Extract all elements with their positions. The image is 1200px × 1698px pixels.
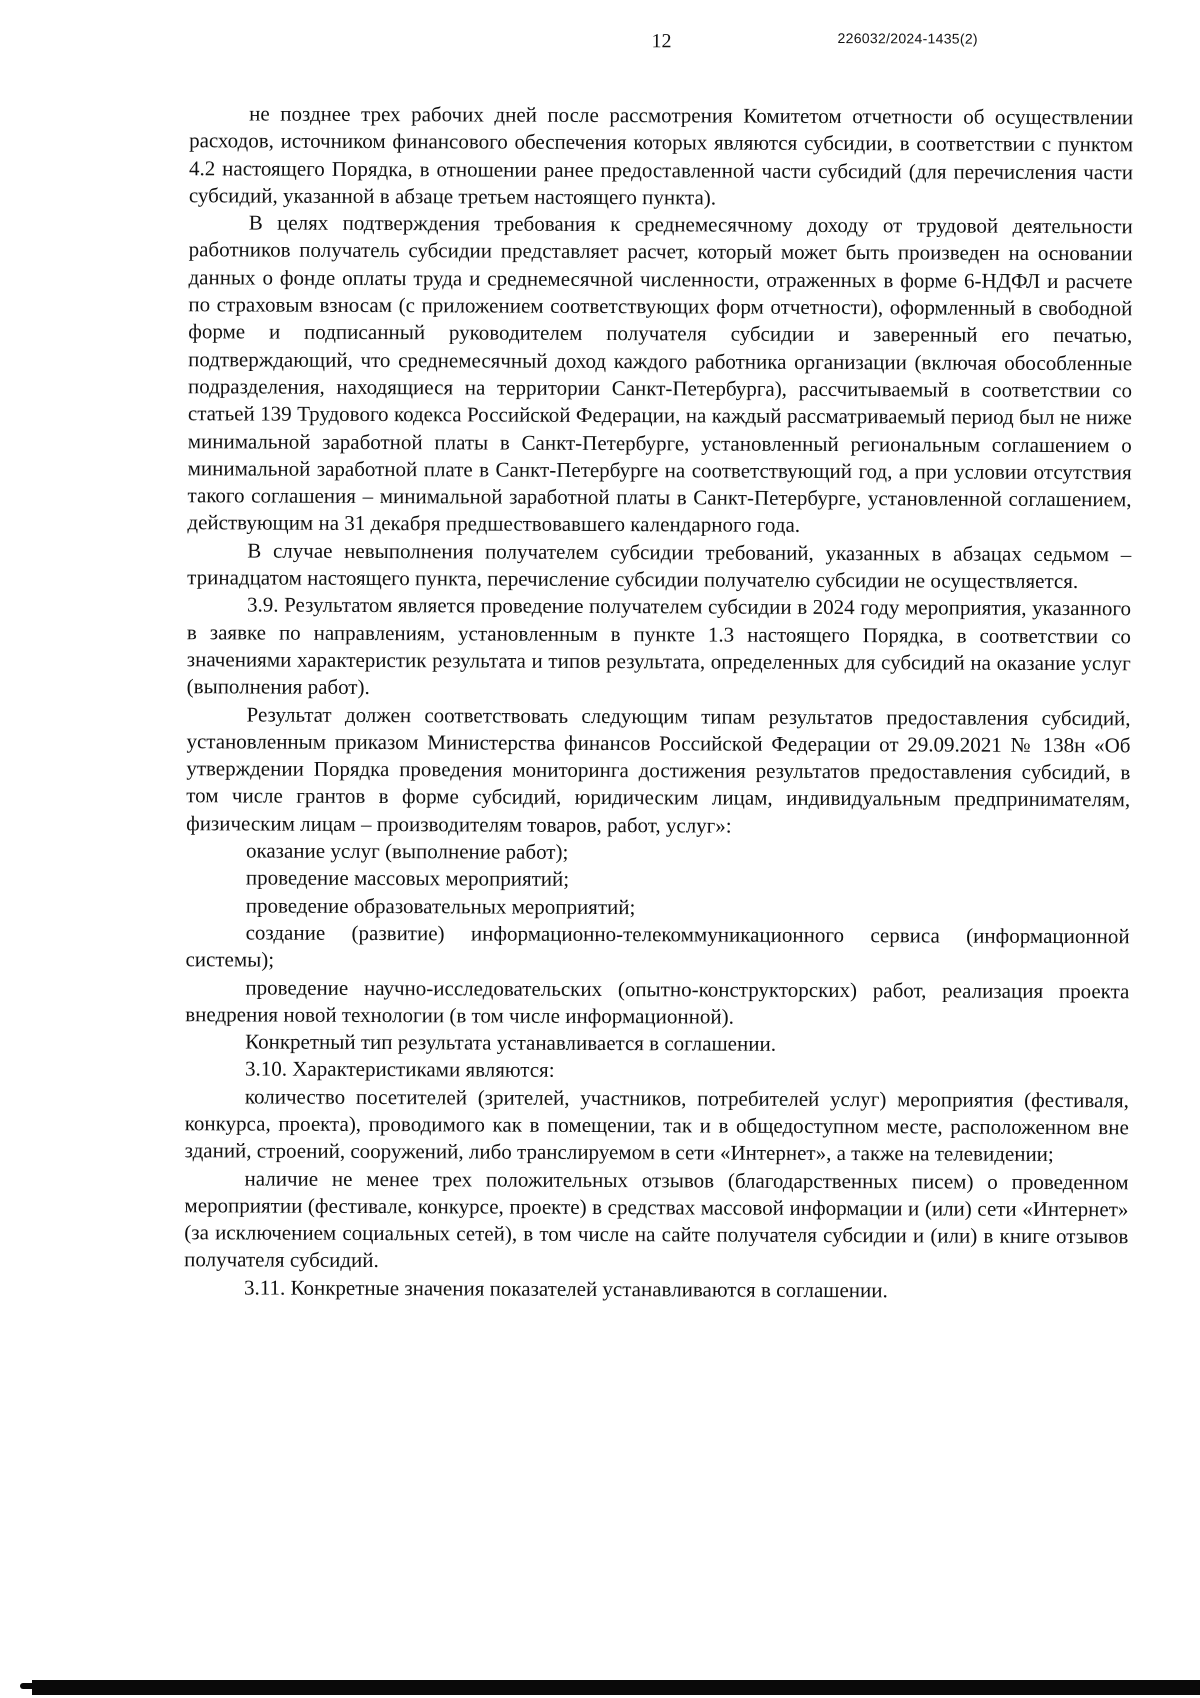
paragraph: 3.9. Результатом является проведение получателем субсидии в 2024 году мероприятия, указанного в заявке по направлениям, установленным в пункте 1.3 настоящего Порядка, в соответствии со значениями характеристик результата и типов результата, определенных для субсидий на оказание услуг (выполнения работ). bbox=[186, 592, 1132, 700]
page-number: 12 bbox=[651, 30, 672, 53]
paragraph: В случае невыполнения получателем субсидии требований, указанных в абзацах седьмом – тринадцатом настоящего пункта, перечисление субсидии получателю субсидии не осуществляется. bbox=[187, 538, 1132, 594]
list-item: наличие не менее трех положительных отзывов (благодарственных писем) о проведенном мероприятии (фестивале, конкурсе, проекте) в средствах массовой информации и (или) сети «Интернет» (за исключением социальных сетей), в том числе на сайте получателя субсидии и (или) в книге отзывов получателя субсидий. bbox=[184, 1166, 1129, 1273]
list-item: количество посетителей (зрителей, участников, потребителей услуг) мероприятия (фестиваля, конкурса, проекта), проводимого как в помещении, так и в общедоступном месте, расположенном вне зданий, строений, сооружений, либо транслируемом в сети «Интернет», а также на телевидении; bbox=[184, 1084, 1129, 1167]
list-item: проведение массовых мероприятий; bbox=[245, 865, 570, 892]
section-heading: 3.10. Характеристиками являются: bbox=[244, 1056, 555, 1083]
document-body bbox=[184, 100, 1133, 1305]
paragraph: В целях подтверждения требования к среднемесячному доходу от трудовой деятельности работников получатель субсидии представляет расчет, который может быть произведен на основании данных о фонде оплаты труда и среднемесячной численности, отраженных в форме 6-НДФЛ и расчете по страховым взносам (с приложением соответствующих форм отчетности), оформленный в свободной форме и подписанный руководителем получателя субсидии и заверенный его печатью, подтверждающий, что среднемесячный доход каждого работника организации (включая обособленные подразделения, находящиеся на территории Санкт-Петербурга), рассчитываемый в соответствии со статьей 139 Трудового кодекса Российской Федерации, на каждый рассматриваемый период был не ниже минимальной заработной платы в Санкт-Петербурге, установленный региональным соглашением о минимальной заработной плате в Санкт-Петербурге на соответствующий год, а при условии отсутствия такого соглашения – минимальной заработной платы в Санкт-Петербурге, установленной соглашением, действующим на 31 декабря предшествовавшего календарного года. bbox=[187, 210, 1133, 538]
scan-bottom-border bbox=[32, 1680, 1200, 1695]
paragraph: не позднее трех рабочих дней после рассмотрения Комитетом отчетности об осуществлении расходов, источником финансового обеспечения которых являются субсидии, в соответствии с пунктом 4.2 настоящего Порядка, в отношении ранее предоставленной части субсидий (для перечисления части субсидий, указанной в абзаце третьем настоящего пункта). bbox=[188, 101, 1134, 210]
list-item: проведение образовательных мероприятий; bbox=[245, 893, 636, 919]
paragraph: 3.11. Конкретные значения показателей устанавливаются в соглашении. bbox=[244, 1275, 888, 1303]
paragraph: Результат должен соответствовать следующим типам результатов предоставления субсидий, установленным приказом Министерства финансов Российской Федерации от 29.09.2021 № 138н «Об утверждении Порядка проведения мониторинга достижения результатов предоставления субсидий, в том числе грантов в форме субсидий, юридическим лицам, индивидуальным предпринимателям, физическим лицам – производителям товаров, работ, услуг»: bbox=[186, 701, 1131, 838]
list-item: оказание услуг (выполнение работ); bbox=[245, 838, 569, 864]
paragraph: Конкретный тип результата устанавливается в соглашении. bbox=[245, 1029, 777, 1056]
list-item: проведение научно-исследовательских (опытно-конструкторских) работ, реализация проекта внедрения новой технологии (в том числе информационной). bbox=[185, 974, 1130, 1029]
list-item: создание (развитие) информационно-телекоммуникационного сервиса (информационной системы); bbox=[185, 920, 1130, 972]
document-id: 226032/2024-1435(2) bbox=[837, 30, 978, 47]
